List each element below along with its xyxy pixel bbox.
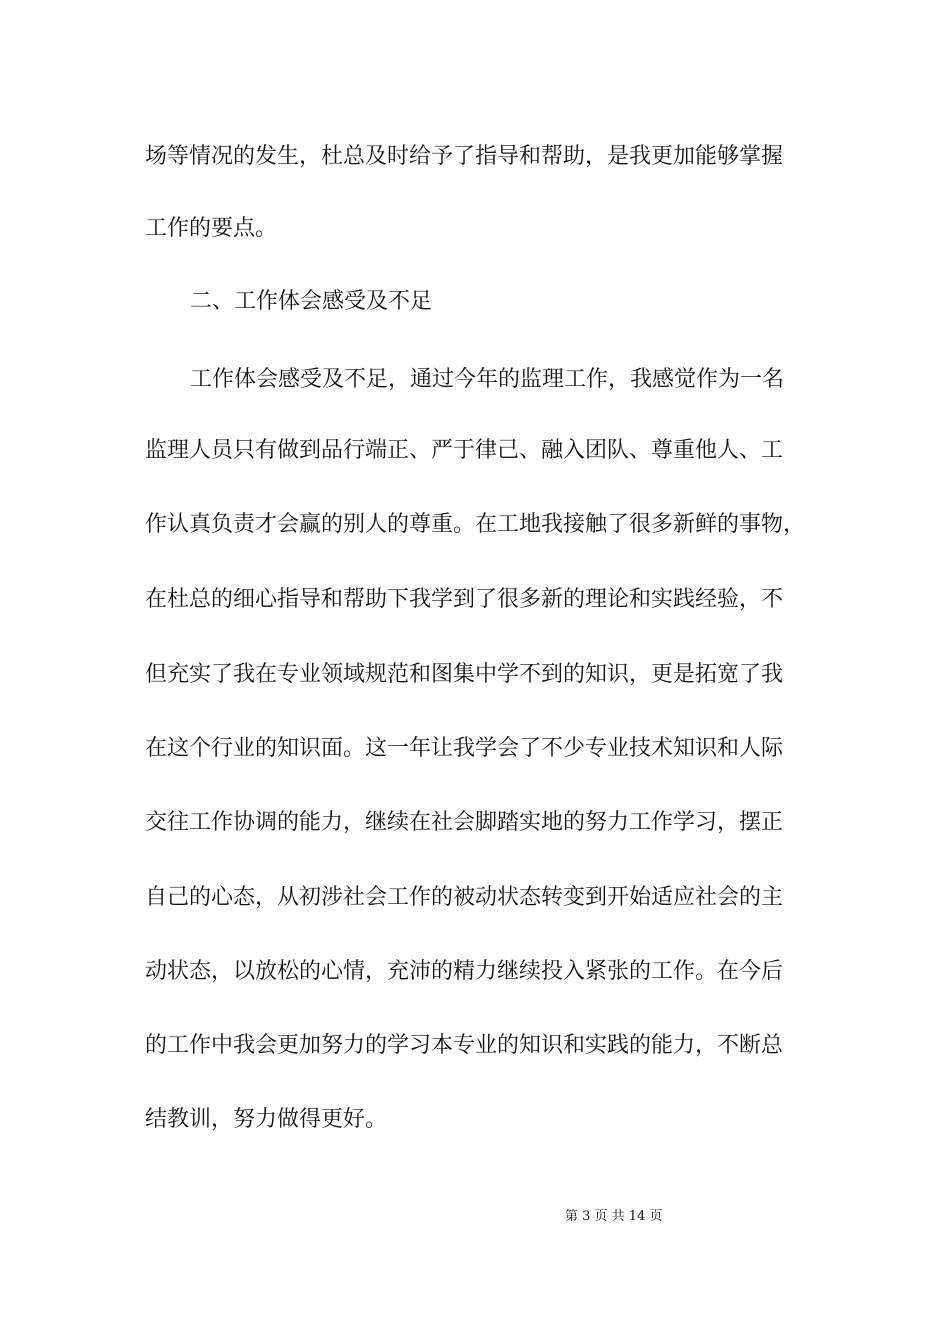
text-line: 在杜总的细心指导和帮助下我学到了很多新的理论和实践经验，不 (145, 587, 784, 612)
text-line: 作认真负责才会赢的别人的尊重。在工地我接触了很多新鲜的事物， (145, 512, 806, 537)
text-line: 结教训，努力做得更好。 (145, 1107, 388, 1132)
text-line: 监理人员只有做到品行端正、严于律己、融入团队、尊重他人、工 (145, 438, 784, 463)
text-line: 动状态，以放松的心情，充沛的精力继续投入紧张的工作。在今后 (145, 959, 784, 984)
text-line: 交往工作协调的能力，继续在社会脚踏实地的努力工作学习，摆正 (145, 810, 784, 835)
text-line: 工作体会感受及不足，通过今年的监理工作，我感觉作为一名 (190, 367, 785, 392)
text-line: 在这个行业的知识面。这一年让我学会了不少专业技术知识和人际 (145, 736, 784, 761)
text-line: 自己的心态，从初涉社会工作的被动状态转变到开始适应社会的主 (145, 885, 784, 910)
text-line: 但充实了我在专业领域规范和图集中学不到的知识，更是拓宽了我 (145, 662, 784, 687)
section-heading: 二、工作体会感受及不足 (190, 289, 433, 314)
page-number: 第 3 页 共 14 页 (565, 1209, 663, 1224)
text-line: 的工作中我会更加努力的学习本专业的知识和实践的能力，不断总 (145, 1033, 784, 1058)
text-line: 场等情况的发生，杜总及时给予了指导和帮助，是我更加能够掌握 (145, 144, 784, 169)
text-line: 工作的要点。 (145, 216, 278, 241)
